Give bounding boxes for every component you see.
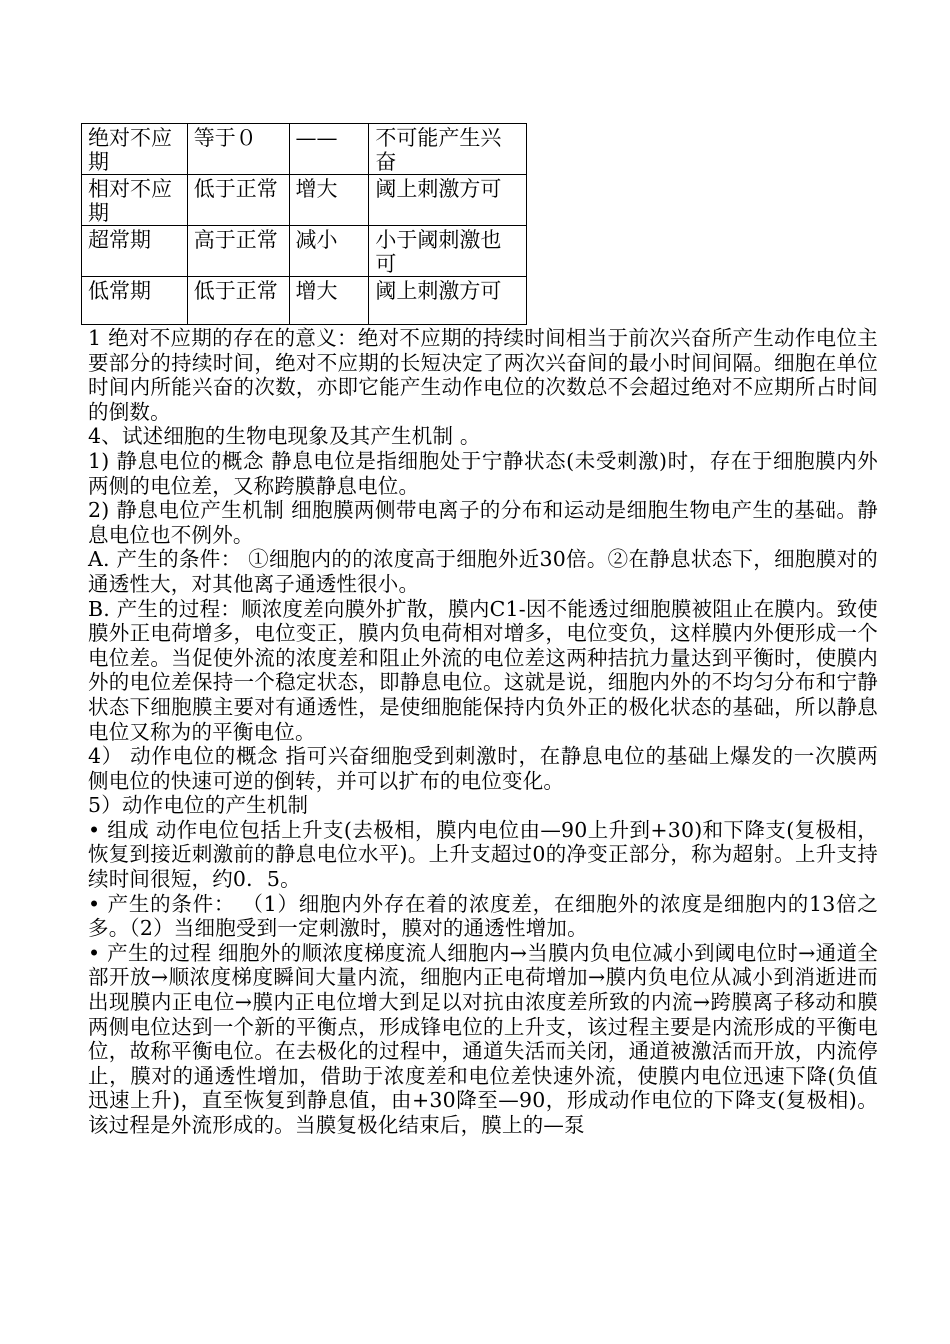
table-cell: 低于正常 [187,175,289,226]
table-cell: 减小 [289,226,369,277]
paragraph: 1) 静息电位的概念 静息电位是指细胞处于宁静状态(未受刺激)时，存在于细胞膜内外两侧的电位差，又称跨膜静息电位。 [88,448,878,498]
table-cell: 相对不应期 [82,175,188,226]
table-row [82,277,527,325]
paragraph: 2) 静息电位产生机制 细胞膜两侧带电离子的分布和运动是细胞生物电产生的基础。静息电位也不例外。 [88,498,878,547]
table-cell: 不可能产生兴奋 [369,124,527,175]
paragraph: 1 绝对不应期的存在的意义：绝对不应期的持续时间相当于前次兴奋所产生动作电位主要部分的持续时间，绝对不应期的长短决定了两次兴奋间的最小时间间隔。细胞在单位时间内所能兴奋的次数，亦即它能产生动作电位的次数总不会超过绝对不应期所占时间的倒数。 [88,326,878,424]
table-cell: 低常期 [82,277,188,325]
bullet-paragraph: • 产生的过程 细胞外的顺浓度梯度流人细胞内→当膜内负电位减小到阈电位时→通道全部开放→顺浓度梯度瞬间大量内流，细胞内正电荷增加→膜内负电位从减小到消逝进而出现膜内正电位→膜内正电位增大到足以对抗由浓度差所致的内流→跨膜离子移动和膜两侧电位达到一个新的平衡点，形成锋电位的上升支，该过程主要是内流形成的平衡电位，故称平衡电位。在去极化的过程中，通道失活而关闭，通道被激活而开放，内流停止，膜对的通透性增加，借助于浓度差和电位差快速外流，使膜内电位迅速下降(负值迅速上升)，直至恢复到静息值，由+30降至—90，形成动作电位的下降支(复极相)。该过程是外流形成的。当膜复极化结束后，膜上的—泵 [88,940,878,1137]
table-row [82,226,527,277]
table-row [82,124,527,175]
table-cell: 增大 [289,175,369,226]
table-cell: 阈上刺激方可 [369,175,527,226]
paragraph: 4） 动作电位的概念 指可兴奋细胞受到刺激时，在静息电位的基础上爆发的一次膜两侧电位的快速可逆的倒转，并可以扩布的电位变化。 [88,744,878,793]
question-heading: 4、试述细胞的生物电现象及其产生机制 。 [88,424,481,449]
table-cell: 增大 [289,277,369,325]
bullet-paragraph: • 组成 动作电位包括上升支(去极相，膜内电位由—90上升到+30)和下降支(复极相，恢复到接近刺激前的静息电位水平)。上升支超过0的净变正部分，称为超射。上升支持续时间很短，约0．5。 [88,817,878,892]
paragraph: B. 产生的过程：顺浓度差向膜外扩散，膜内C1-因不能透过细胞膜被阻止在膜内。致使膜外正电荷增多，电位变正，膜内负电荷相对增多，电位变负，这样膜内外便形成一个电位差。当促使外流的浓度差和阻止外流的电位差这两种拮抗力量达到平衡时，使膜内外的电位差保持一个稳定状态，即静息电位。这就是说，细胞内外的不均匀分布和宁静状态下细胞膜主要对有通透性，是使细胞能保持内负外正的极化状态的基础，所以静息电位又称为的平衡电位。 [88,596,878,744]
table-cell: 小于阈刺激也可 [369,226,527,277]
table-cell: 阈上刺激方可 [369,277,527,325]
section-heading: 5）动作电位的产生机制 [88,793,309,818]
table-cell: —— [289,124,369,175]
table-cell: 低于正常 [187,277,289,325]
paragraph: A. 产生的条件： ①细胞内的的浓度高于细胞外近30倍。②在静息状态下，细胞膜对的通透性大，对其他离子通透性很小。 [88,547,878,596]
table-cell: 超常期 [82,226,188,277]
table-cell: 等于０ [187,124,289,175]
refractory-period-table [81,123,527,325]
table-cell: 绝对不应期 [82,124,188,175]
document-body [88,326,878,1138]
bullet-paragraph: • 产生的条件： （1）细胞内外存在着的浓度差，在细胞外的浓度是细胞内的13倍之多。（2）当细胞受到一定刺激时，膜对的通透性增加。 [88,891,878,941]
table-row [82,175,527,226]
table-cell: 高于正常 [187,226,289,277]
